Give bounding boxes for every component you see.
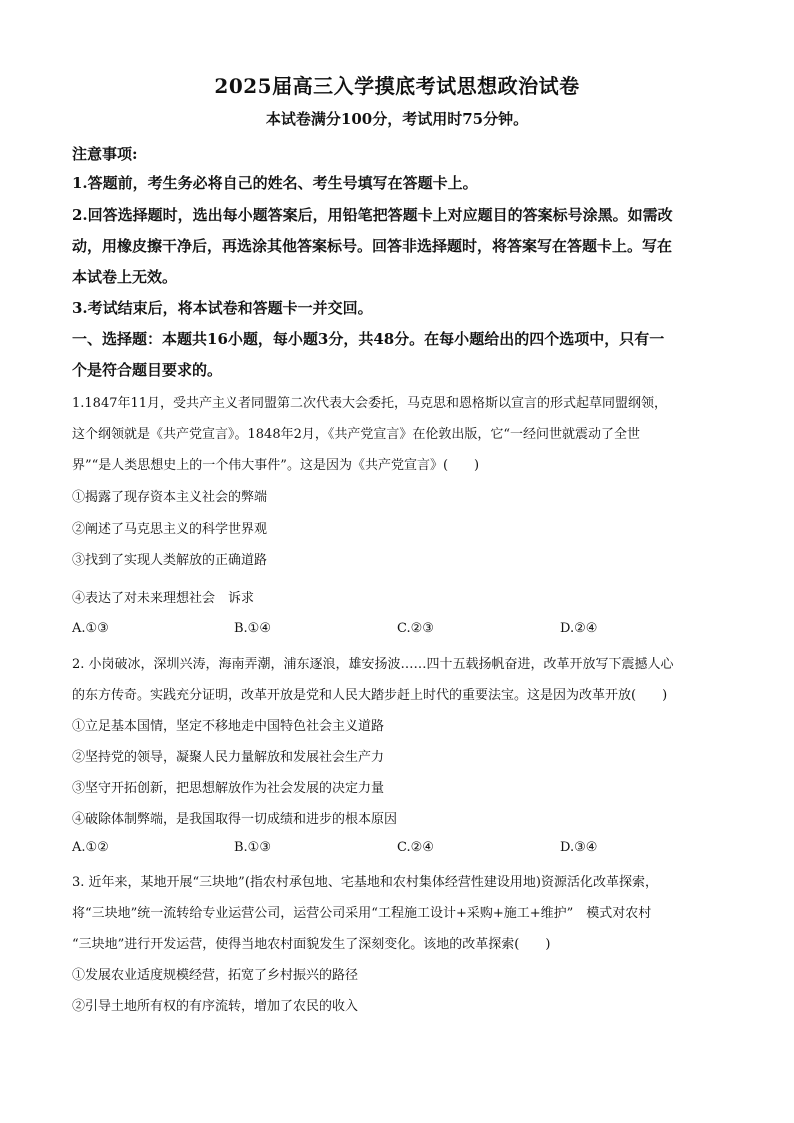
question-item: ②阐述了马克思主义的科学世界观 [72,522,268,537]
notice-line: 1.答题前，考生务必将自己的姓名、考生号填写在答题卡上。 [72,174,478,192]
question-stem-line: 的东方传奇。实践充分证明，改革开放是党和人民大踏步赶上时代的重要法宝。这是因为改革开放( ) [72,688,668,703]
answer-option-c: C.②④ [397,840,434,855]
answer-option-c: C.②③ [397,621,434,636]
answer-option-d: D.③④ [560,840,598,855]
question-item: ①立足基本国情，坚定不移地走中国特色社会主义道路 [72,719,385,734]
question-item: ③坚守开拓创新，把思想解放作为社会发展的决定力量 [72,781,385,796]
notice-line: 2.回答选择题时，选出每小题答案后，用铅笔把答题卡上对应题目的答案标号涂黑。如需改 [72,206,673,224]
section-heading: 一、选择题：本题共16小题，每小题3分，共48分。在每小题给出的四个选项中，只有一 [72,330,665,348]
question-item: ①发展农业适度规模经营，拓宽了乡村振兴的路径 [72,968,359,983]
notice-line: 3.考试结束后，将本试卷和答题卡一并交回。 [72,299,373,317]
page-subtitle: 本试卷满分100分，考试用时75分钟。 [265,110,529,128]
question-item: ①揭露了现存资本主义社会的弊端 [72,490,268,505]
answer-option-a: A.①② [72,840,109,855]
question-item: ④破除体制弊端，是我国取得一切成绩和进步的根本原因 [72,812,398,827]
answer-option-a: A.①③ [72,621,109,636]
answer-option-b: B.①③ [234,840,271,855]
page-title: 2025届高三入学摸底考试思想政治试卷 [214,74,580,98]
section-heading: 个是符合题目要求的。 [72,361,223,379]
question-stem-line: “三块地”进行开发运营，使得当地农村面貌发生了深刻变化。该地的改革探索( ) [72,937,551,952]
question-stem-line: 2. 小岗破冰，深圳兴涛，海南弄潮，浦东逐浪，雄安扬波……四十五载扬帆奋进，改革开放写下震撼人心 [72,657,674,672]
question-item: ④表达了对未来理想社会 诉求 [72,591,255,606]
answer-option-b: B.①④ [234,621,271,636]
notice-line: 动，用橡皮擦干净后，再选涂其他答案标号。回答非选择题时，将答案写在答题卡上。写在 [72,237,673,255]
notice-line: 本试卷上无效。 [72,268,178,286]
question-item: ②引导土地所有权的有序流转，增加了农民的收入 [72,999,359,1014]
question-stem-line: 将“三块地”统一流转给专业运营公司，运营公司采用“工程施工设计+采购+施工+维护” 模式对农村 [72,906,652,921]
question-stem-line: 这个纲领就是《共产党宣言》。1848年2月，《共产党宣言》在伦敦出版，它“一经问世就震动了全世 [72,427,641,442]
question-item: ③找到了实现人类解放的正确道路 [72,553,268,568]
question-stem-line: 3. 近年来，某地开展“三块地”(指农村承包地、宅基地和农村集体经营性建设用地)资源活化改革探索， [72,875,658,890]
notice-heading: 注意事项: [72,145,138,163]
question-item: ②坚持党的领导，凝聚人民力量解放和发展社会生产力 [72,750,385,765]
question-stem-line: 界”“是人类思想史上的一个伟大事件”。这是因为《共产党宣言》( ) [72,458,480,473]
question-stem-line: 1.1847年11月，受共产主义者同盟第二次代表大会委托，马克思和恩格斯以宣言的形式起草同盟纲领， [72,396,668,411]
answer-option-d: D.②④ [560,621,598,636]
